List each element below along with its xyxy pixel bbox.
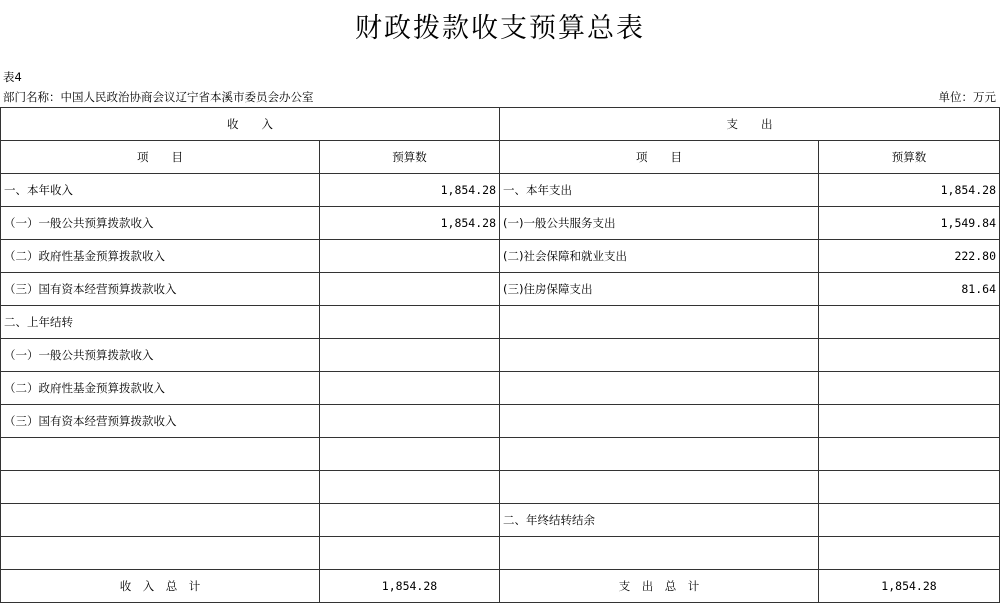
income-item: [1, 537, 320, 570]
expense-budget-header: 预算数: [819, 141, 1000, 174]
expense-value: 222.80: [819, 240, 1000, 273]
table-row: [1, 240, 1000, 273]
income-value: [320, 339, 500, 372]
income-value: [320, 372, 500, 405]
expense-item: [500, 471, 819, 504]
table-row: [1, 306, 1000, 339]
income-item: （三）国有资本经营预算拨款收入: [1, 405, 320, 438]
table-row: [1, 471, 1000, 504]
income-header: 收 入: [1, 108, 500, 141]
expense-item: (一)一般公共服务支出: [500, 207, 819, 240]
income-value: [320, 273, 500, 306]
expense-item: (三)住房保障支出: [500, 273, 819, 306]
expense-item: [500, 537, 819, 570]
income-item: （二）政府性基金预算拨款收入: [1, 372, 320, 405]
expense-value: [819, 372, 1000, 405]
income-value: [320, 471, 500, 504]
income-budget-header: 预算数: [320, 141, 500, 174]
table-row: [1, 537, 1000, 570]
income-item: 一、本年收入: [1, 174, 320, 207]
income-item: （一）一般公共预算拨款收入: [1, 207, 320, 240]
income-item-header: 项 目: [1, 141, 320, 174]
expense-item: [500, 372, 819, 405]
income-item: （一）一般公共预算拨款收入: [1, 339, 320, 372]
expense-total-label: 支 出 总 计: [500, 570, 819, 603]
expense-value: 1,549.84: [819, 207, 1000, 240]
income-item: 二、上年结转: [1, 306, 320, 339]
income-value: [320, 504, 500, 537]
table-row: [1, 504, 1000, 537]
expense-item: [500, 339, 819, 372]
expense-value: [819, 504, 1000, 537]
section-header-row: [1, 108, 1000, 141]
expense-item: [500, 438, 819, 471]
expense-value: [819, 471, 1000, 504]
expense-value: 81.64: [819, 273, 1000, 306]
income-value: [320, 405, 500, 438]
expense-item: [500, 405, 819, 438]
table-row: [1, 273, 1000, 306]
table-label: 表4: [3, 70, 22, 84]
expense-value: [819, 537, 1000, 570]
income-item: （三）国有资本经营预算拨款收入: [1, 273, 320, 306]
expense-value: [819, 306, 1000, 339]
income-item: [1, 504, 320, 537]
column-header-row: [1, 141, 1000, 174]
income-item: [1, 438, 320, 471]
expense-item: 一、本年支出: [500, 174, 819, 207]
expense-item: (二)社会保障和就业支出: [500, 240, 819, 273]
department-name: 部门名称：中国人民政治协商会议辽宁省本溪市委员会办公室: [3, 90, 314, 104]
table-row: [1, 372, 1000, 405]
expense-value: [819, 405, 1000, 438]
table-row: [1, 339, 1000, 372]
totals-row: [1, 570, 1000, 603]
income-value: [320, 306, 500, 339]
income-total-value: 1,854.28: [320, 570, 500, 603]
income-item: （二）政府性基金预算拨款收入: [1, 240, 320, 273]
table-row: [1, 174, 1000, 207]
income-value: 1,854.28: [320, 174, 500, 207]
income-item: [1, 471, 320, 504]
expense-total-value: 1,854.28: [819, 570, 1000, 603]
expense-item: 二、年终结转结余: [500, 504, 819, 537]
income-value: [320, 438, 500, 471]
unit-label: 单位：万元: [938, 90, 996, 104]
income-value: [320, 537, 500, 570]
budget-table: [0, 107, 1000, 603]
income-value: 1,854.28: [320, 207, 500, 240]
income-total-label: 收 入 总 计: [1, 570, 320, 603]
table-row: [1, 405, 1000, 438]
income-value: [320, 240, 500, 273]
expense-header: 支 出: [500, 108, 1000, 141]
expense-item: [500, 306, 819, 339]
expense-value: [819, 339, 1000, 372]
expense-item-header: 项 目: [500, 141, 819, 174]
table-row: [1, 438, 1000, 471]
expense-value: [819, 438, 1000, 471]
page-title: 财政拨款收支预算总表: [355, 13, 645, 44]
expense-value: 1,854.28: [819, 174, 1000, 207]
table-row: [1, 207, 1000, 240]
